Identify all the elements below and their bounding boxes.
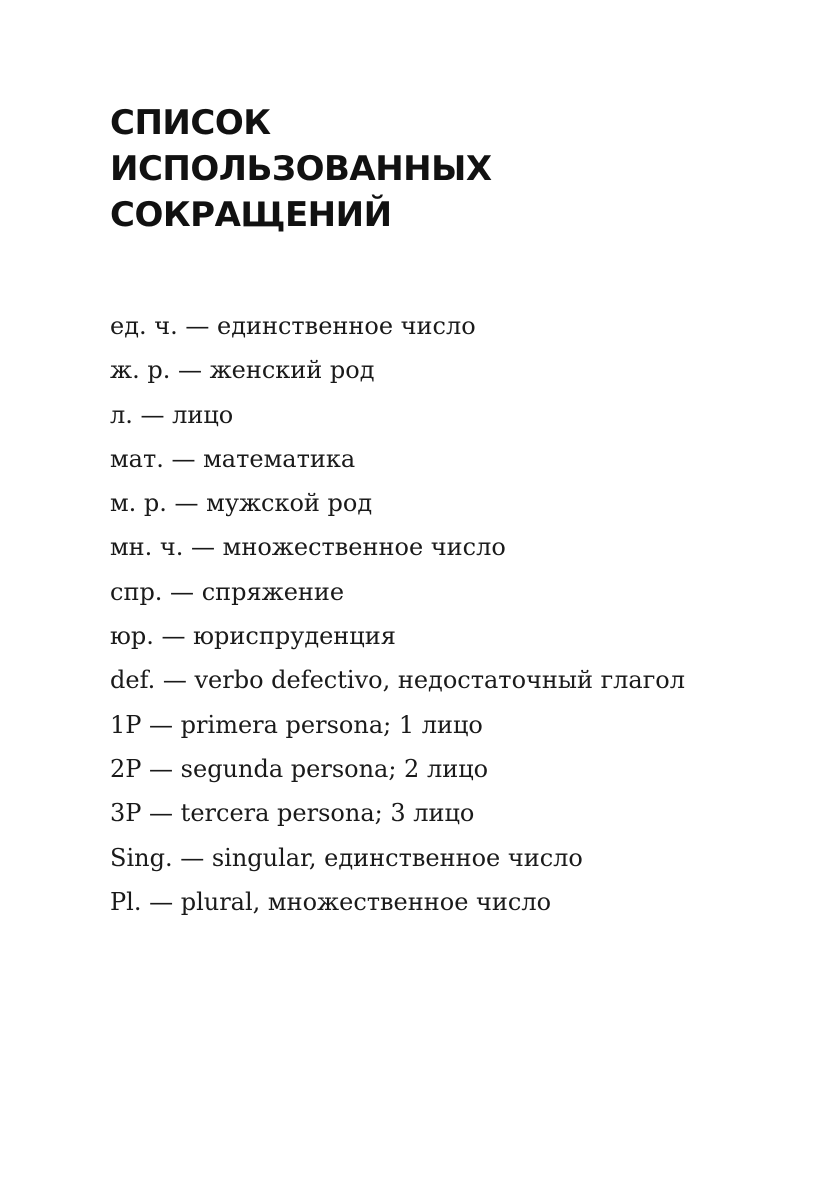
abbreviation-item: ед. ч. — единственное число — [110, 312, 476, 340]
abbreviation-item: Sing. — singular, единственное число — [110, 843, 583, 872]
abbreviation-item: юр. — юриспруденция — [110, 622, 396, 651]
title-line-2: ИСПОЛЬЗОВАННЫХ — [110, 149, 492, 189]
abbreviation-item: спр. — спряжение — [110, 577, 345, 606]
abbreviation-item: ж. р. — женский род — [110, 356, 375, 385]
abbreviation-item: Pl. — plural, множественное число — [110, 887, 552, 916]
title-line-1: СПИСОК — [110, 103, 271, 143]
abbreviation-item: 1P — primera persona; 1 лицо — [110, 710, 483, 739]
abbreviation-item: л. — лицо — [110, 400, 234, 429]
page-title — [110, 100, 790, 238]
abbreviation-item: м. р. — мужской род — [110, 489, 373, 518]
abbreviation-item: def. — verbo defectivo, недостаточный глагол — [110, 666, 686, 695]
abbreviation-item: 3P — tercera persona; 3 лицо — [110, 799, 475, 828]
abbreviation-list — [110, 304, 810, 924]
abbreviation-item: 2P — segunda persona; 2 лицо — [110, 754, 489, 783]
abbreviation-item: мн. ч. — множественное число — [110, 533, 506, 562]
title-line-3: СОКРАЩЕНИЙ — [110, 195, 392, 235]
abbreviation-item: мат. — математика — [110, 444, 356, 473]
